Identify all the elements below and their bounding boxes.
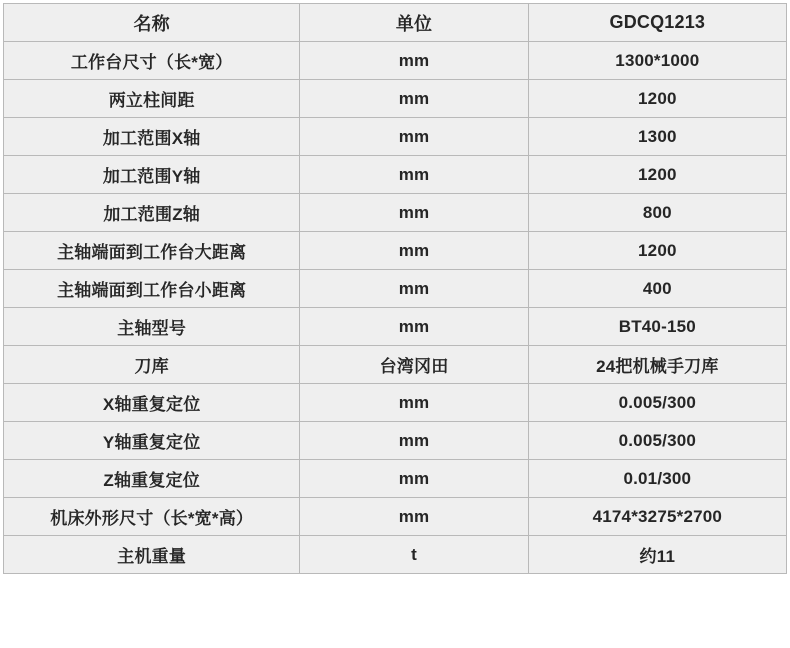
table-row (4, 194, 787, 232)
row-value: 0.01/300 (528, 460, 786, 498)
row-value: 400 (528, 270, 786, 308)
table-row (4, 460, 787, 498)
row-value: BT40-150 (528, 308, 786, 346)
row-name: 主机重量 (4, 536, 300, 574)
row-unit: mm (300, 460, 528, 498)
row-unit: mm (300, 498, 528, 536)
row-unit: mm (300, 80, 528, 118)
table-body (4, 4, 787, 574)
row-name: Z轴重复定位 (4, 460, 300, 498)
table-row (4, 80, 787, 118)
header-cell-unit: 单位 (300, 4, 528, 42)
row-unit: 台湾冈田 (300, 346, 528, 384)
table-row (4, 118, 787, 156)
row-unit: mm (300, 232, 528, 270)
row-unit: mm (300, 194, 528, 232)
row-name: 主轴端面到工作台大距离 (4, 232, 300, 270)
row-value: 1200 (528, 156, 786, 194)
row-name: 加工范围X轴 (4, 118, 300, 156)
row-value: 约11 (528, 536, 786, 574)
row-unit: mm (300, 384, 528, 422)
row-unit: mm (300, 156, 528, 194)
header-cell-name: 名称 (4, 4, 300, 42)
row-name: 刀库 (4, 346, 300, 384)
row-value: 4174*3275*2700 (528, 498, 786, 536)
table-row (4, 270, 787, 308)
row-unit: mm (300, 42, 528, 80)
row-name: 加工范围Y轴 (4, 156, 300, 194)
row-value: 24把机械手刀库 (528, 346, 786, 384)
table-row (4, 498, 787, 536)
table-row (4, 346, 787, 384)
row-value: 1300 (528, 118, 786, 156)
row-value: 0.005/300 (528, 422, 786, 460)
row-name: 工作台尺寸（长*宽） (4, 42, 300, 80)
row-value: 1200 (528, 80, 786, 118)
row-unit: mm (300, 118, 528, 156)
row-value: 0.005/300 (528, 384, 786, 422)
row-value: 1300*1000 (528, 42, 786, 80)
table-header-row (4, 4, 787, 42)
row-name: 主轴型号 (4, 308, 300, 346)
row-name: 两立柱间距 (4, 80, 300, 118)
row-name: 加工范围Z轴 (4, 194, 300, 232)
table-row (4, 384, 787, 422)
table-row (4, 232, 787, 270)
specification-table (3, 3, 787, 574)
row-name: X轴重复定位 (4, 384, 300, 422)
row-name: Y轴重复定位 (4, 422, 300, 460)
table-row (4, 536, 787, 574)
row-unit: t (300, 536, 528, 574)
row-unit: mm (300, 422, 528, 460)
table-row (4, 42, 787, 80)
row-value: 800 (528, 194, 786, 232)
row-unit: mm (300, 308, 528, 346)
row-name: 主轴端面到工作台小距离 (4, 270, 300, 308)
header-cell-model: GDCQ1213 (528, 4, 786, 42)
table-row (4, 422, 787, 460)
row-value: 1200 (528, 232, 786, 270)
row-name: 机床外形尺寸（长*宽*高） (4, 498, 300, 536)
table-row (4, 308, 787, 346)
row-unit: mm (300, 270, 528, 308)
table-row (4, 156, 787, 194)
